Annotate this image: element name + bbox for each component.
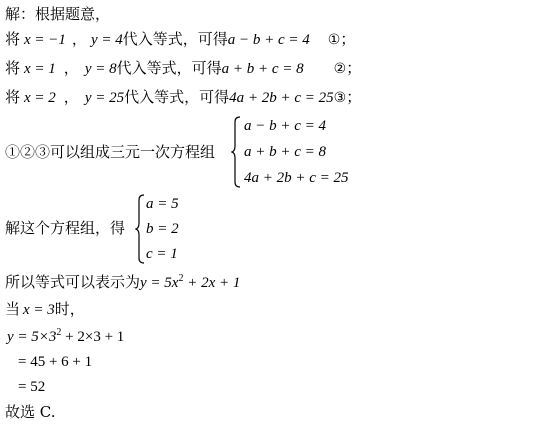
text: ， [63, 88, 79, 106]
math-y: y = 4 [90, 32, 123, 48]
text: 时， [54, 300, 85, 318]
circled-number-2: ② [333, 61, 347, 77]
heading-text: 解：根据题意， [5, 5, 111, 23]
solution-c: c = 1 [146, 246, 178, 262]
system-equation: a + b + c = 8 [244, 144, 327, 160]
answer-line [5, 402, 55, 422]
circled-number-1: ① [327, 32, 341, 48]
math: y = 5x [140, 275, 179, 291]
substitution-line-1 [5, 29, 355, 50]
calc-line-1 [7, 326, 124, 347]
text: 代入等式，可得 [122, 30, 228, 48]
math-x: x = −1 [24, 32, 66, 48]
text: ； [346, 59, 362, 77]
text: 将 [5, 30, 21, 48]
text: 代入等式，可得 [116, 59, 222, 77]
circled-number-3: ③ [333, 90, 347, 106]
math-x: x = 1 [24, 61, 56, 77]
calc-line-3 [18, 376, 45, 397]
substitution-line-2 [5, 58, 361, 79]
text: 所以等式可以表示为 [5, 273, 141, 291]
math: + 2x + 1 [183, 275, 241, 291]
substitution-line-3 [5, 87, 361, 108]
when-line [5, 299, 85, 320]
system-equation: a − b + c = 4 [244, 118, 327, 134]
superscript: 2 [56, 327, 62, 338]
text: 解这个方程组，得 [5, 219, 126, 237]
text: ， [71, 30, 87, 48]
left-brace-icon [135, 194, 145, 264]
text: 代入等式，可得 [124, 88, 230, 106]
math-y: y = 25 [84, 90, 125, 106]
system-equation: 4a + 2b + c = 25 [244, 170, 349, 186]
math: = 45 + 6 + 1 [18, 354, 93, 370]
text: ； [340, 30, 356, 48]
superscript: 2 [178, 273, 184, 284]
answer-text: 故选 C. [5, 403, 56, 421]
left-brace-icon [231, 116, 241, 188]
text: ， [63, 59, 79, 77]
math-x: x = 2 [24, 90, 56, 106]
calc-line-2 [18, 351, 92, 372]
equation: a − b + c = 4 [227, 32, 310, 48]
math: = 52 [18, 379, 46, 395]
math: + 2×3 + 1 [61, 329, 125, 345]
text: 当 [5, 300, 21, 318]
expression-line [5, 272, 240, 293]
math-y: y = 8 [84, 61, 117, 77]
solution-b: b = 2 [146, 221, 179, 237]
text: ①②③可以组成三元一次方程组 [5, 143, 216, 161]
equation: a + b + c = 8 [221, 61, 304, 77]
equation: 4a + 2b + c = 25 [229, 90, 334, 106]
solution-heading [5, 4, 110, 24]
math: y = 5×3 [7, 329, 57, 345]
math: x = 3 [23, 302, 55, 318]
text: 将 [5, 88, 21, 106]
solution-a: a = 5 [146, 196, 179, 212]
system-label [5, 142, 215, 162]
solve-label [5, 218, 125, 238]
text: ； [346, 88, 362, 106]
text: 将 [5, 59, 21, 77]
